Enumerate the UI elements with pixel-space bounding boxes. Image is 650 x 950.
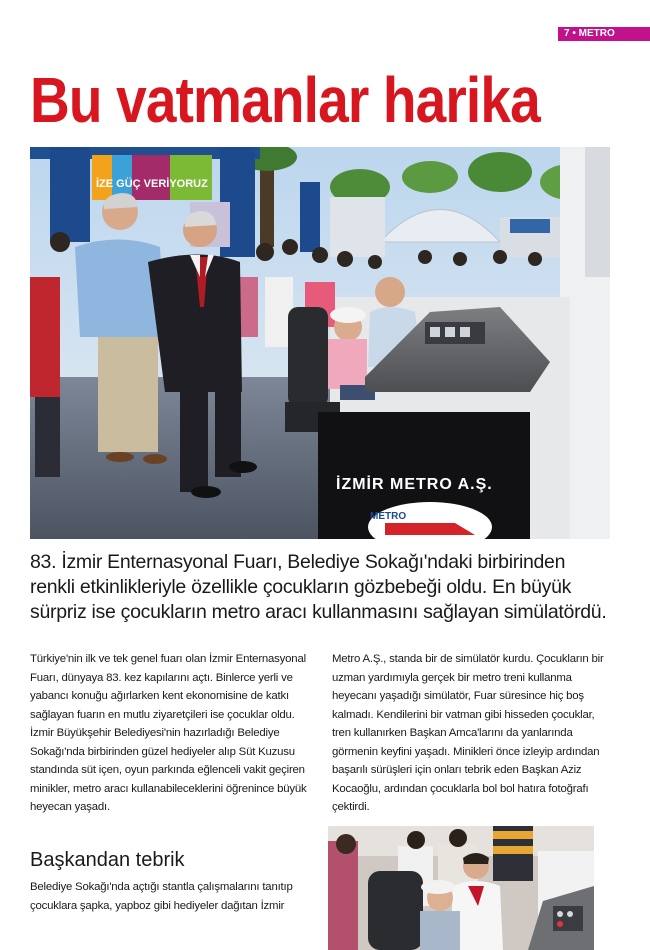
- article-column-left: [30, 650, 310, 817]
- article-paragraph: Metro A.Ş., standa bir de simülatör kurdu. Çocukların bir uzman yardımıyla gerçek bir metro treni kullanma heyecanı yaşadığı simülatör, Fuar süresince hiç boş kalmadı. Kendilerini bir vatman gibi hisseden çocuklar, tren kullanırken Başkan Amca'larını da yanlarında görmenin keyfini yaşadı. Minikleri önce izleyip ardından başarılı sürüşleri için onları tebrik eden Başkan Aziz Kocaoğlu, ardından çocuklarla bol bol hatıra fotoğrafı çektirdi.: [332, 653, 604, 813]
- main-photo: [30, 147, 610, 539]
- article-paragraph: Belediye Sokağı'nda açtığı stantla çalışmalarını tanıtıp çocuklara şapka, yapboz gibi hediyeler dağıtan İzmir: [30, 881, 293, 912]
- article-paragraph: Türkiye'nin ilk ve tek genel fuarı olan İzmir Enternasyonal Fuarı, dünyaya 83. kez kapılarını açtı. Binlerce yerli ve yabancı konuğu ağırlarken kent ekonomisine de katkı sağlayan fuarın en mutlu ziyaretçileri ise çocuklar oldu. İzmir Büyükşehir Belediyesi'nin hazırladığı Belediye Sokağı'nda birbirinden güzel hediyeler alıp Süt Kuzusu standında süt içen, oyun parkında eğlenceli vakit geçiren minikler, metro aracı kullanabileceklerini öğrenince büyük heyecan yaşadı.: [30, 653, 307, 813]
- article-column-right: [332, 650, 612, 817]
- article-column-left-continued: [30, 878, 310, 915]
- secondary-photo: [328, 826, 594, 950]
- page-number-badge: 7 • METRO: [558, 27, 650, 41]
- headline: Bu vatmanlar harika: [30, 64, 540, 136]
- metro-logo-text: METRO: [370, 511, 407, 522]
- banner-text: İZE GÜÇ VERİYORUZ: [96, 178, 208, 190]
- article-lead: 83. İzmir Enternasyonal Fuarı, Belediye Sokağı'ndaki birbirinden renkli etkinlikleriyle özellikle çocukların gözbebeği oldu. En büyük sürpriz ise çocukların metro aracı kullanmasını sağlayan simülatördü.: [30, 551, 607, 623]
- simulator-label: İZMİR METRO A.Ş.: [336, 476, 493, 493]
- article-subhead: Başkandan tebrik: [30, 849, 185, 871]
